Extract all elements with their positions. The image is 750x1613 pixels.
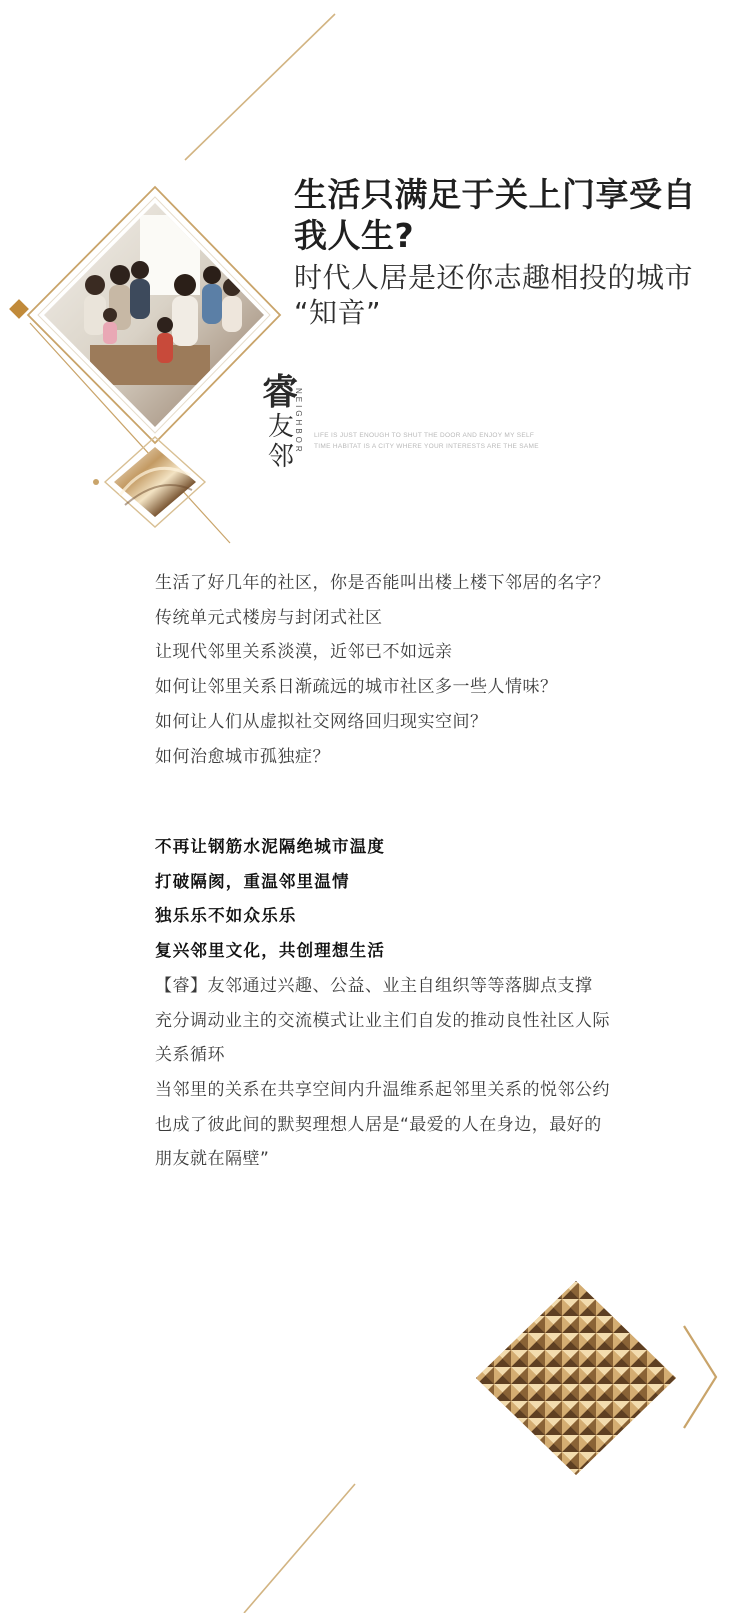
question-line: 如何治愈城市孤独症？ [155,746,330,767]
headline-subtitle-line1: 时代人居是还你志趣相投的城市 [294,261,694,294]
brand-english: NEIGHBOR [294,388,303,455]
brand-char-rui: 睿 [262,371,299,413]
brand-char-lin: 邻 [268,442,295,472]
chevron-right-icon [678,1322,724,1432]
brand-tagline-line2: TIME HABITAT IS A CITY WHERE YOUR INTERESTS ARE THE SAME [314,443,539,450]
brand-tagline [314,430,544,452]
headline-title-line1: 生活只满足于关上门享受自 [294,175,696,214]
body-line: 充分调动业主的交流模式让业主们自发的推动良性社区人际 [155,1010,610,1031]
questions-section [155,566,715,774]
family-photo-diamond [0,175,300,555]
slogan-line: 打破隔阂，重温邻里温情 [155,871,350,891]
slogan-line: 不再让钢筋水泥隔绝城市温度 [155,837,386,856]
body-line: 也成了彼此间的默契理想人居是“最爱的人在身边，最好的 [155,1114,602,1135]
body-line: 关系循环 [155,1045,225,1066]
headline-block [294,174,734,330]
slogan-line: 复兴邻里文化，共创理想生活 [155,941,386,961]
decor-line-top [0,0,750,200]
body-line: 【睿】友邻通过兴趣、公益、业主自组织等等落脚点支撑 [155,975,593,996]
brand-char-you: 友 [268,412,295,442]
body-line: 当邻里的关系在共享空间内升温维系起邻里关系的悦邻公约 [155,1079,610,1100]
question-line: 传统单元式楼房与封闭式社区 [155,607,383,628]
slogan-line: 独乐乐不如众乐乐 [155,906,297,926]
question-line: 让现代邻里关系淡漠，近邻已不如远亲 [155,642,453,663]
question-line: 生活了好几年的社区，你是否能叫出楼上楼下邻居的名字？ [155,573,610,593]
question-line: 如何让人们从虚拟社交网络回归现实空间？ [155,711,488,732]
headline-subtitle-line2: “知音” [294,296,382,329]
vision-section [155,830,715,1177]
decor-line-bottom [0,1460,750,1613]
question-line: 如何让邻里关系日渐疏远的城市社区多一些人情味？ [155,677,558,698]
headline-title-line2: 我人生? [294,216,415,255]
brand-tagline-line1: LIFE IS JUST ENOUGH TO SHUT THE DOOR AND ENJOY MY SELF [314,432,535,439]
body-line: 朋友就在隔壁” [155,1149,270,1170]
